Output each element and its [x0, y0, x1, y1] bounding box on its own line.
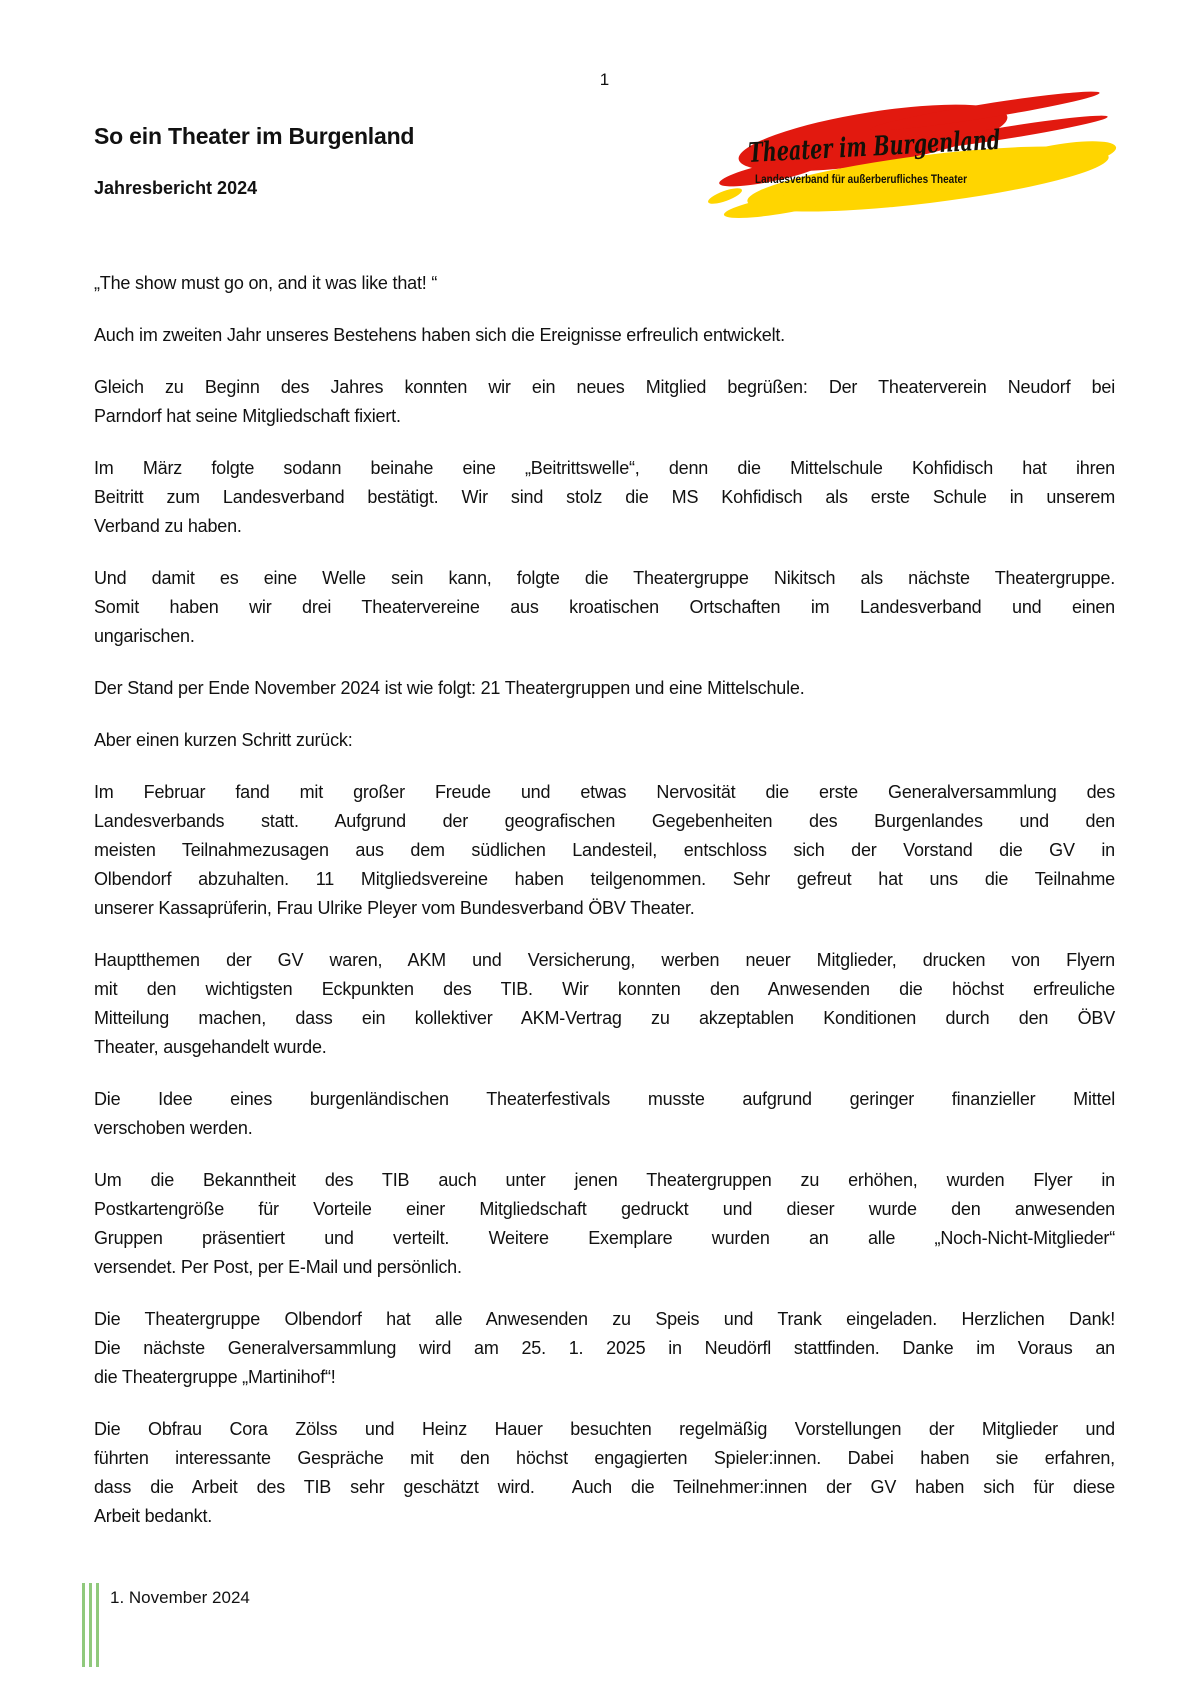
paragraph-line: Und damit es eine Welle sein kann, folgte die Theatergruppe Nikitsch als nächste Theatergruppe.	[94, 568, 1115, 588]
paragraph-line: Parndorf hat seine Mitgliedschaft fixiert.	[94, 406, 401, 426]
paragraph-line: Die nächste Generalversammlung wird am 25. 1. 2025 in Neudörfl stattfinden. Danke im Voraus an	[94, 1338, 1115, 1358]
footer-accent-bar	[89, 1583, 92, 1667]
paragraph	[94, 454, 1115, 541]
paragraph-line: Um die Bekanntheit des TIB auch unter jenen Theatergruppen zu erhöhen, wurden Flyer in	[94, 1170, 1115, 1190]
paragraph-line: Mitteilung machen, dass ein kollektiver AKM-Vertrag zu akzeptablen Konditionen durch den ÖBV	[94, 1008, 1115, 1028]
paragraph-line: Die Theatergruppe Olbendorf hat alle Anwesenden zu Speis und Trank eingeladen. Herzlichen Dank!	[94, 1309, 1115, 1329]
footer-date: 1. November 2024	[110, 1588, 250, 1607]
paragraph-line: Arbeit bedankt.	[94, 1506, 213, 1526]
logo-wordmark: Theater im Burgenland	[747, 119, 1104, 169]
paragraph-line: Im März folgte sodann beinahe eine „Beitrittswelle“, denn die Mittelschule Kohfidisch hat ihren	[94, 458, 1115, 478]
page-number: 1	[599, 70, 610, 89]
paragraph-line: Postkartengröße für Vorteile einer Mitgliedschaft gedruckt und dieser wurde den anwesenden	[94, 1199, 1115, 1219]
logo-graphic	[703, 86, 1117, 222]
paragraph	[94, 1085, 1115, 1143]
paragraph-line: Beitritt zum Landesverband bestätigt. Wir sind stolz die MS Kohfidisch als erste Schule in unserem	[94, 487, 1115, 507]
paragraph-line: Somit haben wir drei Theatervereine aus kroatischen Ortschaften im Landesverband und einen	[94, 597, 1115, 617]
paragraph	[94, 373, 1115, 431]
paragraph-line: Gruppen präsentiert und verteilt. Weitere Exemplare wurden an alle „Noch-Nicht-Mitglieder“	[94, 1228, 1115, 1248]
paragraph-line: Im Februar fand mit großer Freude und etwas Nervosität die erste Generalversammlung des	[94, 782, 1115, 802]
paragraph	[94, 778, 1115, 923]
paragraph	[94, 1415, 1115, 1531]
theater-im-burgenland-logo	[703, 86, 1117, 222]
paragraph-line: die Theatergruppe „Martinihof“!	[94, 1367, 336, 1387]
paragraph-line: meisten Teilnahmezusagen aus dem südlichen Landesteil, entschloss sich der Vorstand die GV in	[94, 840, 1115, 860]
logo-tagline: Landesverband für außerberufliches Theater	[755, 172, 968, 186]
report-body	[94, 269, 1115, 1531]
paragraph	[94, 726, 1115, 755]
document-title: So ein Theater im Burgenland	[94, 123, 415, 149]
paragraph	[94, 321, 1115, 350]
paragraph-line: versendet. Per Post, per E-Mail und persönlich.	[94, 1257, 462, 1277]
paragraph-line: Verband zu haben.	[94, 516, 242, 536]
paragraph-line: „The show must go on, and it was like that! “	[94, 273, 438, 293]
paragraph-line: Auch im zweiten Jahr unseres Bestehens haben sich die Ereignisse erfreulich entwickelt.	[94, 325, 785, 345]
paragraph-line: Hauptthemen der GV waren, AKM und Versicherung, werben neuer Mitglieder, drucken von Flyern	[94, 950, 1115, 970]
paragraph-line: ungarischen.	[94, 626, 195, 646]
paragraph-line: Der Stand per Ende November 2024 ist wie folgt: 21 Theatergruppen und eine Mittelschule.	[94, 678, 805, 698]
paragraph-line: Landesverbands statt. Aufgrund der geografischen Gegebenheiten des Burgenlandes und den	[94, 811, 1115, 831]
paragraph	[94, 1305, 1115, 1392]
footer-accent-lines-icon	[82, 1583, 103, 1667]
paragraph-line: Olbendorf abzuhalten. 11 Mitgliedsvereine haben teilgenommen. Sehr gefreut hat uns die Teilnahme	[94, 869, 1115, 889]
paragraph-line: dass die Arbeit des TIB sehr geschätzt wird. Auch die Teilnehmer:innen der GV haben sich für diese	[94, 1477, 1115, 1497]
paragraph-line: Theater, ausgehandelt wurde.	[94, 1037, 327, 1057]
document-subtitle: Jahresbericht 2024	[94, 178, 258, 198]
paragraph-line: Die Idee eines burgenländischen Theaterfestivals musste aufgrund geringer finanzieller Mittel	[94, 1089, 1115, 1109]
paragraph-line: führten interessante Gespräche mit den höchst engagierten Spieler:innen. Dabei haben sie erfahren,	[94, 1448, 1115, 1468]
paragraph	[94, 946, 1115, 1062]
paragraph	[94, 564, 1115, 651]
paragraph-line: verschoben werden.	[94, 1118, 253, 1138]
paragraph-line: unserer Kassaprüferin, Frau Ulrike Pleyer vom Bundesverband ÖBV Theater.	[94, 898, 695, 918]
footer-accent-bar	[96, 1583, 99, 1667]
paragraph-line: Aber einen kurzen Schritt zurück:	[94, 730, 353, 750]
paragraph	[94, 269, 1115, 298]
paragraph-line: mit den wichtigsten Eckpunkten des TIB. Wir konnten den Anwesenden die höchst erfreuliche	[94, 979, 1115, 999]
paragraph	[94, 674, 1115, 703]
paragraph-line: Gleich zu Beginn des Jahres konnten wir ein neues Mitglied begrüßen: Der Theaterverein Neudorf bei	[94, 377, 1115, 397]
paragraph	[94, 1166, 1115, 1282]
footer-accent-bar	[82, 1583, 85, 1667]
paragraph-line: Die Obfrau Cora Zölss und Heinz Hauer besuchten regelmäßig Vorstellungen der Mitglieder und	[94, 1419, 1115, 1439]
